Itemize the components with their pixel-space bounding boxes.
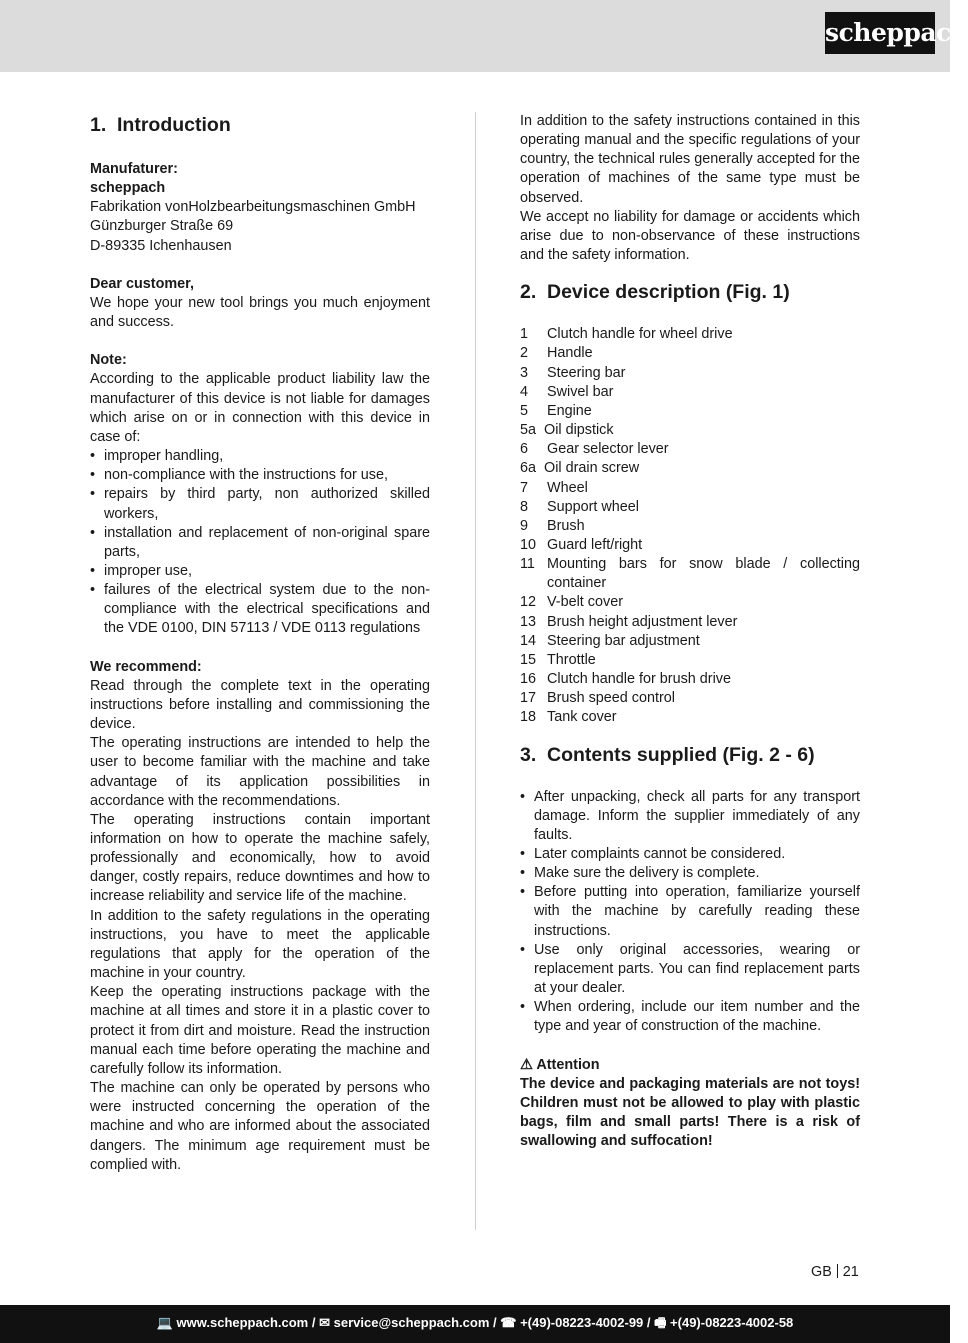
device-part-item bbox=[520, 325, 860, 344]
device-part-item bbox=[520, 402, 860, 421]
note-label: Note: bbox=[90, 352, 127, 369]
part-number: 10 bbox=[520, 536, 537, 553]
device-part-item bbox=[520, 689, 860, 708]
device-part-item bbox=[520, 593, 860, 612]
part-number: 14 bbox=[520, 632, 537, 649]
part-label: Brush bbox=[547, 517, 585, 534]
recommend-label: We recommend: bbox=[90, 658, 202, 675]
manufacturer-label: Manufaturer: bbox=[90, 161, 178, 177]
part-label: Brush speed control bbox=[547, 690, 675, 707]
footer-bar: 💻 www.scheppach.com / ✉ service@scheppach.com / ☎ +(49)-08223-4002-99 / 🖷 +(49)-08223-4002-58 bbox=[0, 1305, 950, 1343]
part-label: Wheel bbox=[547, 479, 588, 496]
device-part-item bbox=[520, 344, 860, 363]
brand-logo: scheppach bbox=[825, 12, 935, 54]
list-item: • improper use, bbox=[90, 562, 430, 581]
part-number: 12 bbox=[520, 594, 537, 611]
fax-icon: 🖷 bbox=[654, 1315, 667, 1330]
list-item: • Make sure the delivery is complete. bbox=[520, 864, 860, 883]
device-part-item bbox=[520, 517, 860, 536]
phone-icon: ☎ bbox=[500, 1315, 517, 1330]
recommend-para: In addition to the safety regulations in the operating instructions, you have to meet the applicable regulations that apply for the operation of the machine in your country. bbox=[90, 907, 430, 982]
device-part-item bbox=[520, 632, 860, 651]
list-item: • After unpacking, check all parts for any transport damage. Inform the supplier immediately of any faults. bbox=[520, 788, 860, 845]
device-part-item bbox=[520, 670, 860, 689]
device-parts-list bbox=[520, 325, 860, 727]
list-item: • Later complaints cannot be considered. bbox=[520, 845, 860, 864]
part-label: Mounting bars for snow blade / collecting container bbox=[547, 556, 860, 592]
list-item: • When ordering, include our item number and the type and year of construction of the machine. bbox=[520, 998, 860, 1036]
part-label: Steering bar bbox=[547, 364, 626, 381]
part-label: V-belt cover bbox=[547, 594, 623, 611]
list-item: • failures of the electrical system due to the non-compliance with the electrical specifications and the VDE 0100, DIN 57113 / VDE 0113 regulations bbox=[90, 581, 430, 638]
part-number: 4 bbox=[520, 383, 529, 400]
device-part-item bbox=[520, 459, 860, 478]
fax-number: +(49)-08223-4002-58 bbox=[670, 1315, 794, 1330]
device-part-item bbox=[520, 536, 860, 555]
device-part-item bbox=[520, 383, 860, 402]
part-label: Guard left/right bbox=[547, 536, 643, 553]
recommend-para: The operating instructions contain important information on how to operate the machine safely, professionally and economically, how to avoid danger, costly repairs, reduce downtimes and how to increase reliability and service life of the machine. bbox=[90, 811, 430, 905]
attention-text: The device and packaging materials are not toys! Children must not be allowed to play with plastic bags, film and small parts! There is a risk of swallowing and suffocation! bbox=[520, 1075, 860, 1150]
device-part-item bbox=[520, 479, 860, 498]
device-heading: 2. Device description (Fig. 1) bbox=[520, 281, 790, 304]
part-label: Clutch handle for brush drive bbox=[547, 671, 731, 688]
part-label: Oil drain screw bbox=[544, 460, 640, 477]
list-item: • improper handling, bbox=[90, 447, 430, 466]
part-label: Support wheel bbox=[547, 498, 640, 515]
part-number: 11 bbox=[520, 556, 535, 573]
computer-icon: 💻 bbox=[156, 1315, 173, 1330]
right-column bbox=[520, 112, 860, 1151]
part-number: 8 bbox=[520, 498, 529, 515]
part-number: 16 bbox=[520, 671, 537, 688]
part-number: 6a bbox=[520, 460, 537, 477]
safety-para: In addition to the safety instructions contained in this operating manual and the specific regulations of your country, the technical rules generally accepted for the operation of machines of the same type must be observed. bbox=[520, 113, 860, 206]
warning-icon: ⚠ bbox=[520, 1056, 533, 1073]
contents-heading: 3. Contents supplied (Fig. 2 - 6) bbox=[520, 743, 815, 766]
list-item: • Use only original accessories, wearing or replacement parts. You can find replacement parts at your dealer. bbox=[520, 941, 860, 998]
mail-icon: ✉ bbox=[319, 1315, 330, 1330]
dear-label: Dear customer, bbox=[90, 275, 194, 292]
recommend-para: The operating instructions are intended to help the user to become familiar with the machine and take advantage of its application possibilities in accordance with the recommendations. bbox=[90, 735, 430, 809]
list-item: • Before putting into operation, familiarize yourself with the machine by carefully reading these instructions. bbox=[520, 883, 860, 940]
part-number: 1 bbox=[520, 326, 529, 343]
note-text: According to the applicable product liability law the manufacturer of this device is not liable for damages which arise on or in connection with this device in case of: bbox=[90, 371, 430, 445]
website-link[interactable]: www.scheppach.com bbox=[176, 1315, 309, 1330]
page-number: GB 21 bbox=[811, 1264, 859, 1280]
column-divider bbox=[475, 112, 476, 1230]
device-part-item bbox=[520, 613, 860, 632]
phone-number: +(49)-08223-4002-99 bbox=[520, 1315, 644, 1330]
part-number: 6 bbox=[520, 441, 529, 458]
part-label: Steering bar adjustment bbox=[547, 632, 700, 649]
list-item: • non-compliance with the instructions for use, bbox=[90, 466, 430, 485]
device-part-item bbox=[520, 651, 860, 670]
part-label: Tank cover bbox=[547, 709, 617, 726]
manufacturer-line: Günzburger Straße 69 bbox=[90, 218, 234, 235]
intro-heading: 1. Introduction bbox=[90, 114, 231, 136]
part-number: 2 bbox=[520, 345, 529, 362]
email-link[interactable]: service@scheppach.com bbox=[333, 1315, 490, 1330]
recommend-para: The machine can only be operated by persons who were instructed concerning the operation of the machine and who are informed about the associated dangers. The minimum age requirement must be complied with. bbox=[90, 1080, 430, 1173]
part-label: Swivel bar bbox=[547, 383, 614, 400]
part-label: Oil dipstick bbox=[544, 422, 614, 439]
note-list bbox=[90, 447, 430, 639]
dear-text: We hope your new tool brings you much enjoyment and success. bbox=[90, 294, 430, 331]
manufacturer-name: scheppach bbox=[90, 180, 166, 197]
part-label: Handle bbox=[547, 345, 593, 362]
manufacturer-line: D-89335 Ichenhausen bbox=[90, 237, 232, 254]
header-bar bbox=[0, 0, 968, 72]
list-item: • repairs by third party, non authorized skilled workers, bbox=[90, 485, 430, 523]
attention-label: ⚠ Attention bbox=[520, 1056, 600, 1073]
part-number: 15 bbox=[520, 651, 537, 668]
device-part-item bbox=[520, 555, 860, 593]
part-number: 17 bbox=[520, 690, 537, 707]
manufacturer-line: Fabrikation vonHolzbearbeitungsmaschinen GmbH bbox=[90, 199, 416, 216]
device-part-item bbox=[520, 421, 860, 440]
part-label: Brush height adjustment lever bbox=[547, 613, 738, 630]
part-label: Gear selector lever bbox=[547, 441, 669, 458]
left-column bbox=[90, 112, 430, 1175]
device-part-item bbox=[520, 364, 860, 383]
part-label: Throttle bbox=[547, 651, 596, 668]
liability-para: We accept no liability for damage or accidents which arise due to non-observance of these instructions and the safety information. bbox=[520, 208, 860, 264]
device-part-item bbox=[520, 708, 860, 727]
device-part-item bbox=[520, 498, 860, 517]
part-label: Engine bbox=[547, 402, 592, 419]
list-item: • installation and replacement of non-original spare parts, bbox=[90, 524, 430, 562]
part-label: Clutch handle for wheel drive bbox=[547, 326, 733, 343]
part-number: 5 bbox=[520, 402, 529, 419]
part-number: 5a bbox=[520, 422, 537, 439]
recommend-para: Read through the complete text in the operating instructions before installing and commissioning the device. bbox=[90, 677, 430, 733]
part-number: 7 bbox=[520, 479, 529, 496]
part-number: 9 bbox=[520, 517, 529, 534]
part-number: 3 bbox=[520, 364, 529, 381]
device-part-item bbox=[520, 440, 860, 459]
recommend-para: Keep the operating instructions package with the machine at all times and store it in a plastic cover to protect it from dirt and moisture. Read the instruction manual each time before operating the machine and carefully follow its information. bbox=[90, 984, 430, 1077]
part-number: 13 bbox=[520, 613, 537, 630]
contents-list bbox=[520, 788, 860, 1037]
part-number: 18 bbox=[520, 709, 537, 726]
